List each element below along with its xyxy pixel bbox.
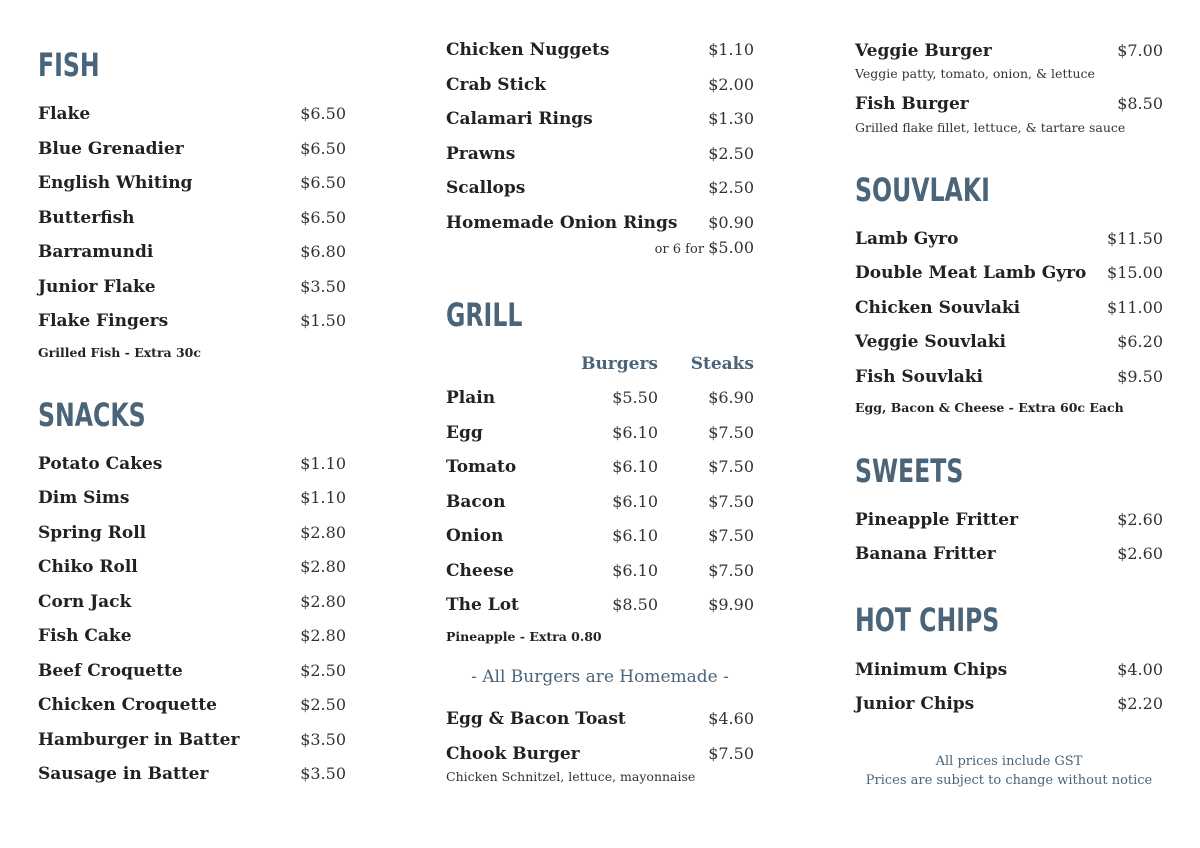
menu-item: Flake Fingers $1.50: [38, 311, 346, 331]
menu-item: Chicken Croquette $2.50: [38, 695, 346, 715]
menu-item: Chicken Souvlaki $11.00: [855, 298, 1163, 318]
grill-row: Cheese $6.10 $7.50: [446, 561, 754, 581]
onion-rings-bulk-price: or 6 for $5.00: [654, 238, 754, 257]
menu-item: Calamari Rings $1.30: [446, 109, 754, 129]
menu-item: Prawns $2.50: [446, 144, 754, 164]
menu-item: Banana Fritter $2.60: [855, 544, 1163, 564]
menu-item: Butterfish $6.50: [38, 208, 346, 228]
grill-row: The Lot $8.50 $9.90: [446, 595, 754, 615]
grill-row: Onion $6.10 $7.50: [446, 526, 754, 546]
menu-item: Chicken Nuggets $1.10: [446, 40, 754, 60]
menu-item: Hamburger in Batter $3.50: [38, 730, 346, 750]
menu-item: Blue Grenadier $6.50: [38, 139, 346, 159]
menu-item: Scallops $2.50: [446, 178, 754, 198]
burgers-column-header: Burgers: [581, 354, 658, 374]
snacks-heading: SNACKS: [38, 396, 146, 434]
menu-item: Chiko Roll $2.80: [38, 557, 346, 577]
item-description: Chicken Schnitzel, lettuce, mayonnaise: [446, 769, 696, 784]
item-description: Grilled flake fillet, lettuce, & tartare sauce: [855, 120, 1126, 135]
grill-row: Tomato $6.10 $7.50: [446, 457, 754, 477]
grill-row: Plain $5.50 $6.90: [446, 388, 754, 408]
grill-heading: GRILL: [446, 296, 523, 334]
grill-row: Bacon $6.10 $7.50: [446, 492, 754, 512]
menu-item: Chook Burger $7.50: [446, 744, 754, 764]
menu-item: Pineapple Fritter $2.60: [855, 510, 1163, 530]
hot-chips-heading: HOT CHIPS: [855, 601, 1000, 639]
menu-item: Homemade Onion Rings $0.90: [446, 213, 754, 233]
menu-item: Dim Sims $1.10: [38, 488, 346, 508]
menu-item: Corn Jack $2.80: [38, 592, 346, 612]
menu-item: Spring Roll $2.80: [38, 523, 346, 543]
sweets-heading: SWEETS: [855, 452, 964, 490]
souvlaki-heading: SOUVLAKI: [855, 171, 990, 209]
menu-item: Junior Flake $3.50: [38, 277, 346, 297]
menu-item: English Whiting $6.50: [38, 173, 346, 193]
fish-heading: FISH: [38, 46, 100, 84]
homemade-tagline: - All Burgers are Homemade -: [471, 667, 729, 687]
grill-note: Pineapple - Extra 0.80: [446, 629, 602, 644]
menu-item: Double Meat Lamb Gyro $15.00: [855, 263, 1163, 283]
menu-item: Potato Cakes $1.10: [38, 454, 346, 474]
souvlaki-note: Egg, Bacon & Cheese - Extra 60c Each: [855, 400, 1124, 415]
menu-item: Egg & Bacon Toast $4.60: [446, 709, 754, 729]
menu-item: Flake $6.50: [38, 104, 346, 124]
menu-item: Fish Burger $8.50: [855, 94, 1163, 114]
menu-item: Veggie Burger $7.00: [855, 41, 1163, 61]
grill-row: Egg $6.10 $7.50: [446, 423, 754, 443]
menu-item: Junior Chips $2.20: [855, 694, 1163, 714]
menu-item: Minimum Chips $4.00: [855, 660, 1163, 680]
menu-item: Fish Cake $2.80: [38, 626, 346, 646]
menu-item: Fish Souvlaki $9.50: [855, 367, 1163, 387]
menu-item: Lamb Gyro $11.50: [855, 229, 1163, 249]
gst-notice: All prices include GST: [935, 754, 1083, 769]
menu-item: Veggie Souvlaki $6.20: [855, 332, 1163, 352]
menu-item: Crab Stick $2.00: [446, 75, 754, 95]
fish-note: Grilled Fish - Extra 30c: [38, 345, 201, 360]
steaks-column-header: Steaks: [690, 354, 754, 374]
menu-item: Beef Croquette $2.50: [38, 661, 346, 681]
menu-item: Sausage in Batter $3.50: [38, 764, 346, 784]
item-description: Veggie patty, tomato, onion, & lettuce: [855, 66, 1095, 81]
price-change-notice: Prices are subject to change without notice: [865, 773, 1153, 788]
menu-item: Barramundi $6.80: [38, 242, 346, 262]
